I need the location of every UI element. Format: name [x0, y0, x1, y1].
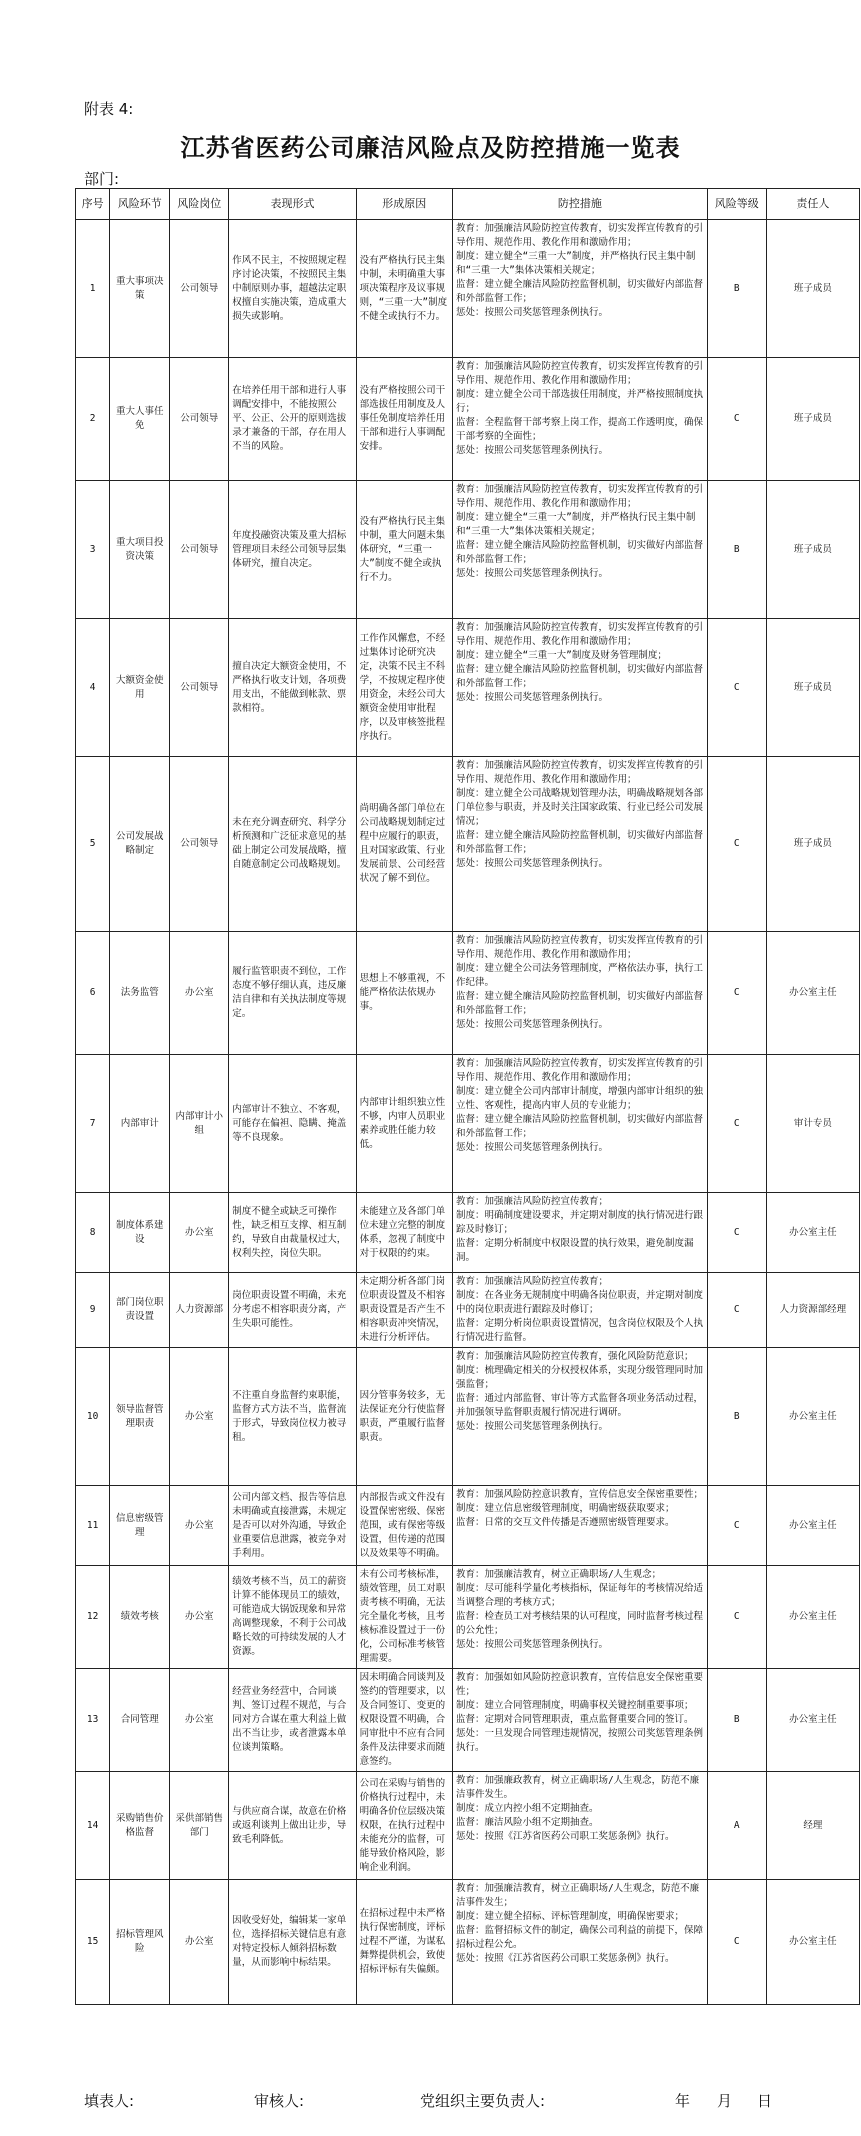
row-number: 14 — [76, 1772, 110, 1880]
risk-level: C — [707, 1566, 766, 1669]
risk-measures: 教育：加强廉洁风险防控宣传教育，切实发挥宣传教育的引导作用、规范作用、教化作用和激励作用； 制度：建立健全“三重一大”制度及财务管理制度； 监督：建立健全廉洁风险防控监督机制，切实做好内部监督和外部监督工作； 惩处：按照公司奖惩管理条例执行。 — [452, 619, 707, 757]
risk-post: 公司领导 — [170, 619, 229, 757]
col-header-form: 表现形式 — [229, 189, 356, 220]
row-number: 2 — [76, 358, 110, 481]
risk-form: 公司内部文档、报告等信息未明确或直接泄露，未规定是否可以对外沟通，导致企业重要信息泄露，被竞争对手利用。 — [229, 1486, 356, 1566]
risk-level: B — [707, 1669, 766, 1772]
risk-level: C — [707, 757, 766, 932]
risk-post: 公司领导 — [170, 220, 229, 358]
risk-level: B — [707, 1348, 766, 1486]
table-row — [76, 1273, 860, 1348]
risk-form: 制度不健全或缺乏可操作性，缺乏相互支撑、相互制约，导致自由裁量权过大，权利失控，岗位失职。 — [229, 1193, 356, 1273]
risk-measures: 教育：加强廉洁风险防控宣传教育，切实发挥宣传教育的引导作用、规范作用、教化作用和激励作用； 制度：建立健全公司法务管理制度，严格依法办事，执行工作纪律。 监督：建立健全廉洁风险防控监督机制，切实做好内部监督和外部监督工作； 惩处：按照公司奖惩管理条例执行。 — [452, 932, 707, 1055]
risk-form: 与供应商合谋，故意在价格或返利谈判上做出让步，导致毛利降低。 — [229, 1772, 356, 1880]
row-number: 9 — [76, 1273, 110, 1348]
risk-link: 制度体系建设 — [110, 1193, 170, 1273]
risk-cause: 思想上不够重视，不能严格依法依规办事。 — [356, 932, 452, 1055]
risk-level: B — [707, 220, 766, 358]
risk-level: C — [707, 932, 766, 1055]
row-number: 4 — [76, 619, 110, 757]
col-header-link: 风险环节 — [110, 189, 170, 220]
risk-measures: 教育：加强如如风险防控意识教育，宣传信息安全保密重要性； 制度：建立合同管理制度，明确事权关键控制重要事项； 监督：定期对合同管理职责，重点监督重要合同的签订。 惩处：一旦发现合同管理违规情况，按照公司奖惩管理条例执行。 — [452, 1669, 707, 1772]
risk-link: 公司发展战略制定 — [110, 757, 170, 932]
risk-cause: 内部审计组织独立性不够，内审人员职业素养或胜任能力较低。 — [356, 1055, 452, 1193]
responsible-person: 班子成员 — [766, 358, 859, 481]
risk-level: B — [707, 481, 766, 619]
risk-form: 未在充分调查研究、科学分析预测和广泛征求意见的基础上制定公司发展战略，擅自随意制定公司战略规划。 — [229, 757, 356, 932]
risk-link: 招标管理风险 — [110, 1880, 170, 2005]
risk-post: 公司领导 — [170, 757, 229, 932]
risk-measures: 教育：加强廉洁教育，树立正确职场/人生观念； 制度：尽可能科学量化考核指标，保证每年的考核情况给适当调整合理的考核方式； 监督：检查员工对考核结果的认可程度，同时监督考核过程的公允性； 惩处：按照公司奖惩管理条例执行。 — [452, 1566, 707, 1669]
responsible-person: 班子成员 — [766, 220, 859, 358]
risk-cause: 没有严格执行民主集中制，重大问题未集体研究，“三重一大”制度不健全或执行不力。 — [356, 481, 452, 619]
table-row — [76, 1193, 860, 1273]
row-number: 6 — [76, 932, 110, 1055]
risk-cause: 未定期分析各部门岗位职责设置及不相容职责设置是否产生不相容职责冲突情况，未进行分析评估。 — [356, 1273, 452, 1348]
risk-post: 采供部销售部门 — [170, 1772, 229, 1880]
col-header-person: 责任人 — [766, 189, 859, 220]
risk-link: 重大事项决策 — [110, 220, 170, 358]
risk-link: 内部审计 — [110, 1055, 170, 1193]
risk-link: 法务监管 — [110, 932, 170, 1055]
row-number: 1 — [76, 220, 110, 358]
risk-measures: 教育：加强廉政教育，树立正确职场/人生观念，防范不廉洁事件发生。 制度：成立内控小组不定期抽查。 监督：廉洁风险小组不定期抽查。 惩处：按照《江苏省医药公司职工奖惩条例》执行。 — [452, 1772, 707, 1880]
risk-link: 采购销售价格监督 — [110, 1772, 170, 1880]
col-header-measures: 防控措施 — [452, 189, 707, 220]
responsible-person: 班子成员 — [766, 481, 859, 619]
responsible-person: 办公室主任 — [766, 1566, 859, 1669]
risk-form: 绩效考核不当，员工的薪资计算不能体现员工的绩效，可能造成大锅饭现象和异常高调整现象，不利于公司战略长效的可持续发展的人才资源。 — [229, 1566, 356, 1669]
risk-cause: 未有公司考核标准，绩效管理，员工对职责考核不明确，无法完全量化考核，且考核标准设置过于一份化，公司标准考核管理需要。 — [356, 1566, 452, 1669]
risk-measures: 教育：加强廉洁风险防控宣传教育，切实发挥宣传教育的引导作用、规范作用、教化作用和激励作用； 制度：建立健全公司干部选拔任用制度，并严格按照制度执行； 监督：全程监督干部考察上岗工作，提高工作透明度，确保干部考察的全面性； 惩处：按照公司奖惩管理条例执行。 — [452, 358, 707, 481]
risk-post: 办公室 — [170, 1486, 229, 1566]
table-row — [76, 1566, 860, 1669]
risk-form: 因收受好处，编辑某一家单位，选择招标关键信息有意对特定投标人倾斜招标数量，从而影响中标结果。 — [229, 1880, 356, 2005]
responsible-person: 班子成员 — [766, 619, 859, 757]
responsible-person: 人力资源部经理 — [766, 1273, 859, 1348]
leader-label: 党组织主要负责人: — [420, 2092, 546, 2110]
risk-cause: 未能建立及各部门单位未建立完整的制度体系，忽视了制度中对于权限的约束。 — [356, 1193, 452, 1273]
risk-form: 履行监管职责不到位，工作态度不够仔细认真，违反廉洁自律和有关执法制度等规定。 — [229, 932, 356, 1055]
risk-post: 办公室 — [170, 932, 229, 1055]
table-row — [76, 757, 860, 932]
page-title: 江苏省医药公司廉洁风险点及防控措施一览表 — [180, 134, 681, 162]
risk-link: 信息密级管理 — [110, 1486, 170, 1566]
risk-form: 经营业务经营中，合同谈判、签订过程不规范，与合同对方合谋在重大利益上做出不当让步，或者泄露本单位谈判策略。 — [229, 1669, 356, 1772]
responsible-person: 办公室主任 — [766, 1486, 859, 1566]
table-row — [76, 1669, 860, 1772]
risk-form: 擅自决定大额资金使用，不严格执行收支计划，各项费用支出，不能做到帐款、票款相符。 — [229, 619, 356, 757]
risk-level: A — [707, 1772, 766, 1880]
risk-cause: 内部报告或文件没有设置保密密级、保密范围，或有保密等级设置，但传递的范围以及效果等不明确。 — [356, 1486, 452, 1566]
risk-cause: 尚明确各部门单位在公司战略规划制定过程中应履行的职责，且对国家政策、行业发展前景、公司经营状况了解不到位。 — [356, 757, 452, 932]
risk-measures: 教育：加强廉洁风险防控宣传教育，切实发挥宣传教育的引导作用、规范作用、教化作用和激励作用； 制度：建立健全“三重一大”制度，并严格执行民主集中制和“三重一大”集体决策相关规定； 监督：建立健全廉洁风险防控监督机制，切实做好内部监督和外部监督工作； 惩处：按照公司奖惩管理条例执行。 — [452, 481, 707, 619]
day-label: 日 — [757, 2092, 773, 2110]
risk-level: C — [707, 1880, 766, 2005]
risk-post: 内部审计小组 — [170, 1055, 229, 1193]
table-row — [76, 1486, 860, 1566]
risk-cause: 因分管事务较多，无法保证充分行使监督职责，严重履行监督职责。 — [356, 1348, 452, 1486]
month-label: 月 — [717, 2092, 733, 2110]
table-header-row — [76, 189, 860, 220]
risk-post: 办公室 — [170, 1348, 229, 1486]
risk-post: 办公室 — [170, 1880, 229, 2005]
risk-measures: 教育：加强廉洁风险防控宣传教育，切实发挥宣传教育的引导作用、规范作用、教化作用和激励作用； 制度：建立健全公司内部审计制度，增强内部审计组织的独立性、客观性，提高内审人员的专业能力； 监督：建立健全廉洁风险防控监督机制，切实做好内部监督和外部监督工作； 惩处：按照公司奖惩管理条例执行。 — [452, 1055, 707, 1193]
row-number: 11 — [76, 1486, 110, 1566]
row-number: 15 — [76, 1880, 110, 2005]
risk-measures: 教育：加强廉洁风险防控宣传教育； 制度：明确制度建设要求，并定期对制度的执行情况进行跟踪及时修订； 监督：定期分析制度中权限设置的执行效果，避免制度漏洞。 — [452, 1193, 707, 1273]
table-row — [76, 1348, 860, 1486]
department-label: 部门: — [84, 170, 120, 188]
row-number: 5 — [76, 757, 110, 932]
risk-measures: 教育：加强廉洁风险防控宣传教育，强化风险防范意识； 制度：梳理确定相关的分权授权体系，实现分级管理同时加强监督； 监督：通过内部监督、审计等方式监督各项业务活动过程，并加强领导监督职责履行情况进行调研。 惩处：按照公司奖惩管理条例执行。 — [452, 1348, 707, 1486]
filler-label: 填表人: — [84, 2092, 135, 2110]
attachment-label: 附表 4: — [84, 100, 134, 118]
risk-link: 领导监督管理职责 — [110, 1348, 170, 1486]
row-number: 8 — [76, 1193, 110, 1273]
risk-table — [75, 188, 860, 2005]
responsible-person: 办公室主任 — [766, 932, 859, 1055]
risk-level: C — [707, 619, 766, 757]
risk-measures: 教育：加强风险防控意识教育，宣传信息安全保密重要性； 制度：建立信息密级管理制度，明确密级获取要求； 监督：日常的交互文件传播是否遵照密级管理要求。 — [452, 1486, 707, 1566]
risk-post: 公司领导 — [170, 358, 229, 481]
risk-form: 作风不民主，不按照规定程序讨论决策，不按照民主集中制原则办事，超越法定职权擅自实施决策，造成重大损失或影响。 — [229, 220, 356, 358]
responsible-person: 办公室主任 — [766, 1669, 859, 1772]
risk-link: 部门岗位职责设置 — [110, 1273, 170, 1348]
risk-form: 内部审计不独立、不客观，可能存在偏袒、隐瞒、掩盖等不良现象。 — [229, 1055, 356, 1193]
responsible-person: 班子成员 — [766, 757, 859, 932]
risk-post: 公司领导 — [170, 481, 229, 619]
risk-link: 合同管理 — [110, 1669, 170, 1772]
table-row — [76, 481, 860, 619]
risk-form: 岗位职责设置不明确，未充分考虑不相容职责分离，产生失职可能性。 — [229, 1273, 356, 1348]
risk-post: 办公室 — [170, 1669, 229, 1772]
risk-cause: 公司在采购与销售的价格执行过程中，未明确各价位层级决策权限，在执行过程中未能充分的监督，可能导致价格风险，影响企业利润。 — [356, 1772, 452, 1880]
risk-link: 重大人事任免 — [110, 358, 170, 481]
row-number: 12 — [76, 1566, 110, 1669]
responsible-person: 办公室主任 — [766, 1193, 859, 1273]
risk-form: 不注重自身监督约束职能，监督方式方法不当，监督流于形式，导致岗位权力被寻租。 — [229, 1348, 356, 1486]
row-number: 13 — [76, 1669, 110, 1772]
year-label: 年 — [675, 2092, 691, 2110]
risk-level: C — [707, 1193, 766, 1273]
risk-level: C — [707, 1486, 766, 1566]
responsible-person: 审计专员 — [766, 1055, 859, 1193]
risk-measures: 教育：加强廉洁风险防控宣传教育，切实发挥宣传教育的引导作用、规范作用、教化作用和激励作用； 制度：建立健全公司战略规划管理办法，明确战略规划各部门单位参与职责，并及时关注国家政策、行业已经公司发展情况； 监督：建立健全廉洁风险防控监督机制，切实做好内部监督和外部监督工作； 惩处：按照公司奖惩管理条例执行。 — [452, 757, 707, 932]
risk-measures: 教育：加强廉洁风险防控宣传教育； 制度：在各业务无规制度中明确各岗位职责，并定期对制度中的岗位职责进行跟踪及时修订； 监督：定期分析岗位职责设置情况，包含岗位权限及个人执行情况进行监督。 — [452, 1273, 707, 1348]
risk-measures: 教育：加强廉洁风险防控宣传教育，切实发挥宣传教育的引导作用、规范作用、教化作用和激励作用； 制度：建立健全“三重一大”制度，并严格执行民主集中制和“三重一大”集体决策相关规定； 监督：建立健全廉洁风险防控监督机制，切实做好内部监督和外部监督工作； 惩处：按照公司奖惩管理条例执行。 — [452, 220, 707, 358]
risk-level: C — [707, 1055, 766, 1193]
table-row — [76, 619, 860, 757]
row-number: 10 — [76, 1348, 110, 1486]
responsible-person: 办公室主任 — [766, 1348, 859, 1486]
row-number: 7 — [76, 1055, 110, 1193]
risk-level: C — [707, 1273, 766, 1348]
risk-link: 绩效考核 — [110, 1566, 170, 1669]
table-row — [76, 932, 860, 1055]
risk-post: 办公室 — [170, 1566, 229, 1669]
col-header-cause: 形成原因 — [356, 189, 452, 220]
risk-link: 重大项目投资决策 — [110, 481, 170, 619]
reviewer-label: 审核人: — [254, 2092, 305, 2110]
risk-cause: 没有严格按照公司干部选拔任用制度及人事任免制度培养任用干部和进行人事调配安排。 — [356, 358, 452, 481]
risk-cause: 没有严格执行民主集中制，未明确重大事项决策程序及议事规则，“三重一大”制度不健全或执行不力。 — [356, 220, 452, 358]
risk-level: C — [707, 358, 766, 481]
risk-measures: 教育：加强廉洁教育，树立正确职场/人生观念，防范不廉洁事件发生； 制度：建立健全招标、评标管理制度，明确保密要求； 监督：监督招标文件的制定，确保公司利益的前提下，保障招标过程公允。 惩处：按照《江苏省医药公司职工奖惩条例》执行。 — [452, 1880, 707, 2005]
risk-link: 大额资金使用 — [110, 619, 170, 757]
table-row — [76, 1880, 860, 2005]
risk-form: 在培养任用干部和进行人事调配安排中，不能按照公平、公正、公开的原则选拔录才兼备的干部，存在用人不当的风险。 — [229, 358, 356, 481]
col-header-level: 风险等级 — [707, 189, 766, 220]
col-header-post: 风险岗位 — [170, 189, 229, 220]
table-row — [76, 1772, 860, 1880]
risk-form: 年度投融资决策及重大招标管理项目未经公司领导层集体研究，擅自决定。 — [229, 481, 356, 619]
responsible-person: 经理 — [766, 1772, 859, 1880]
responsible-person: 办公室主任 — [766, 1880, 859, 2005]
risk-post: 人力资源部 — [170, 1273, 229, 1348]
risk-post: 办公室 — [170, 1193, 229, 1273]
table-row — [76, 1055, 860, 1193]
risk-cause: 因未明确合同谈判及签约的管理要求，以及合同签订、变更的权限设置不明确，合同审批中不应有合同条件及法律要求而随意签约。 — [356, 1669, 452, 1772]
risk-cause: 工作作风懈怠，不经过集体讨论研究决定，决策不民主不科学，不按规定程序使用资金，未经公司大额资金使用审批程序，以及审核签批程序执行。 — [356, 619, 452, 757]
table-row — [76, 220, 860, 358]
table-row — [76, 358, 860, 481]
risk-cause: 在招标过程中未严格执行保密制度，评标过程不严谨，为谋私舞弊提供机会，致使招标评标有失偏颇。 — [356, 1880, 452, 2005]
col-header-no: 序号 — [76, 189, 110, 220]
row-number: 3 — [76, 481, 110, 619]
